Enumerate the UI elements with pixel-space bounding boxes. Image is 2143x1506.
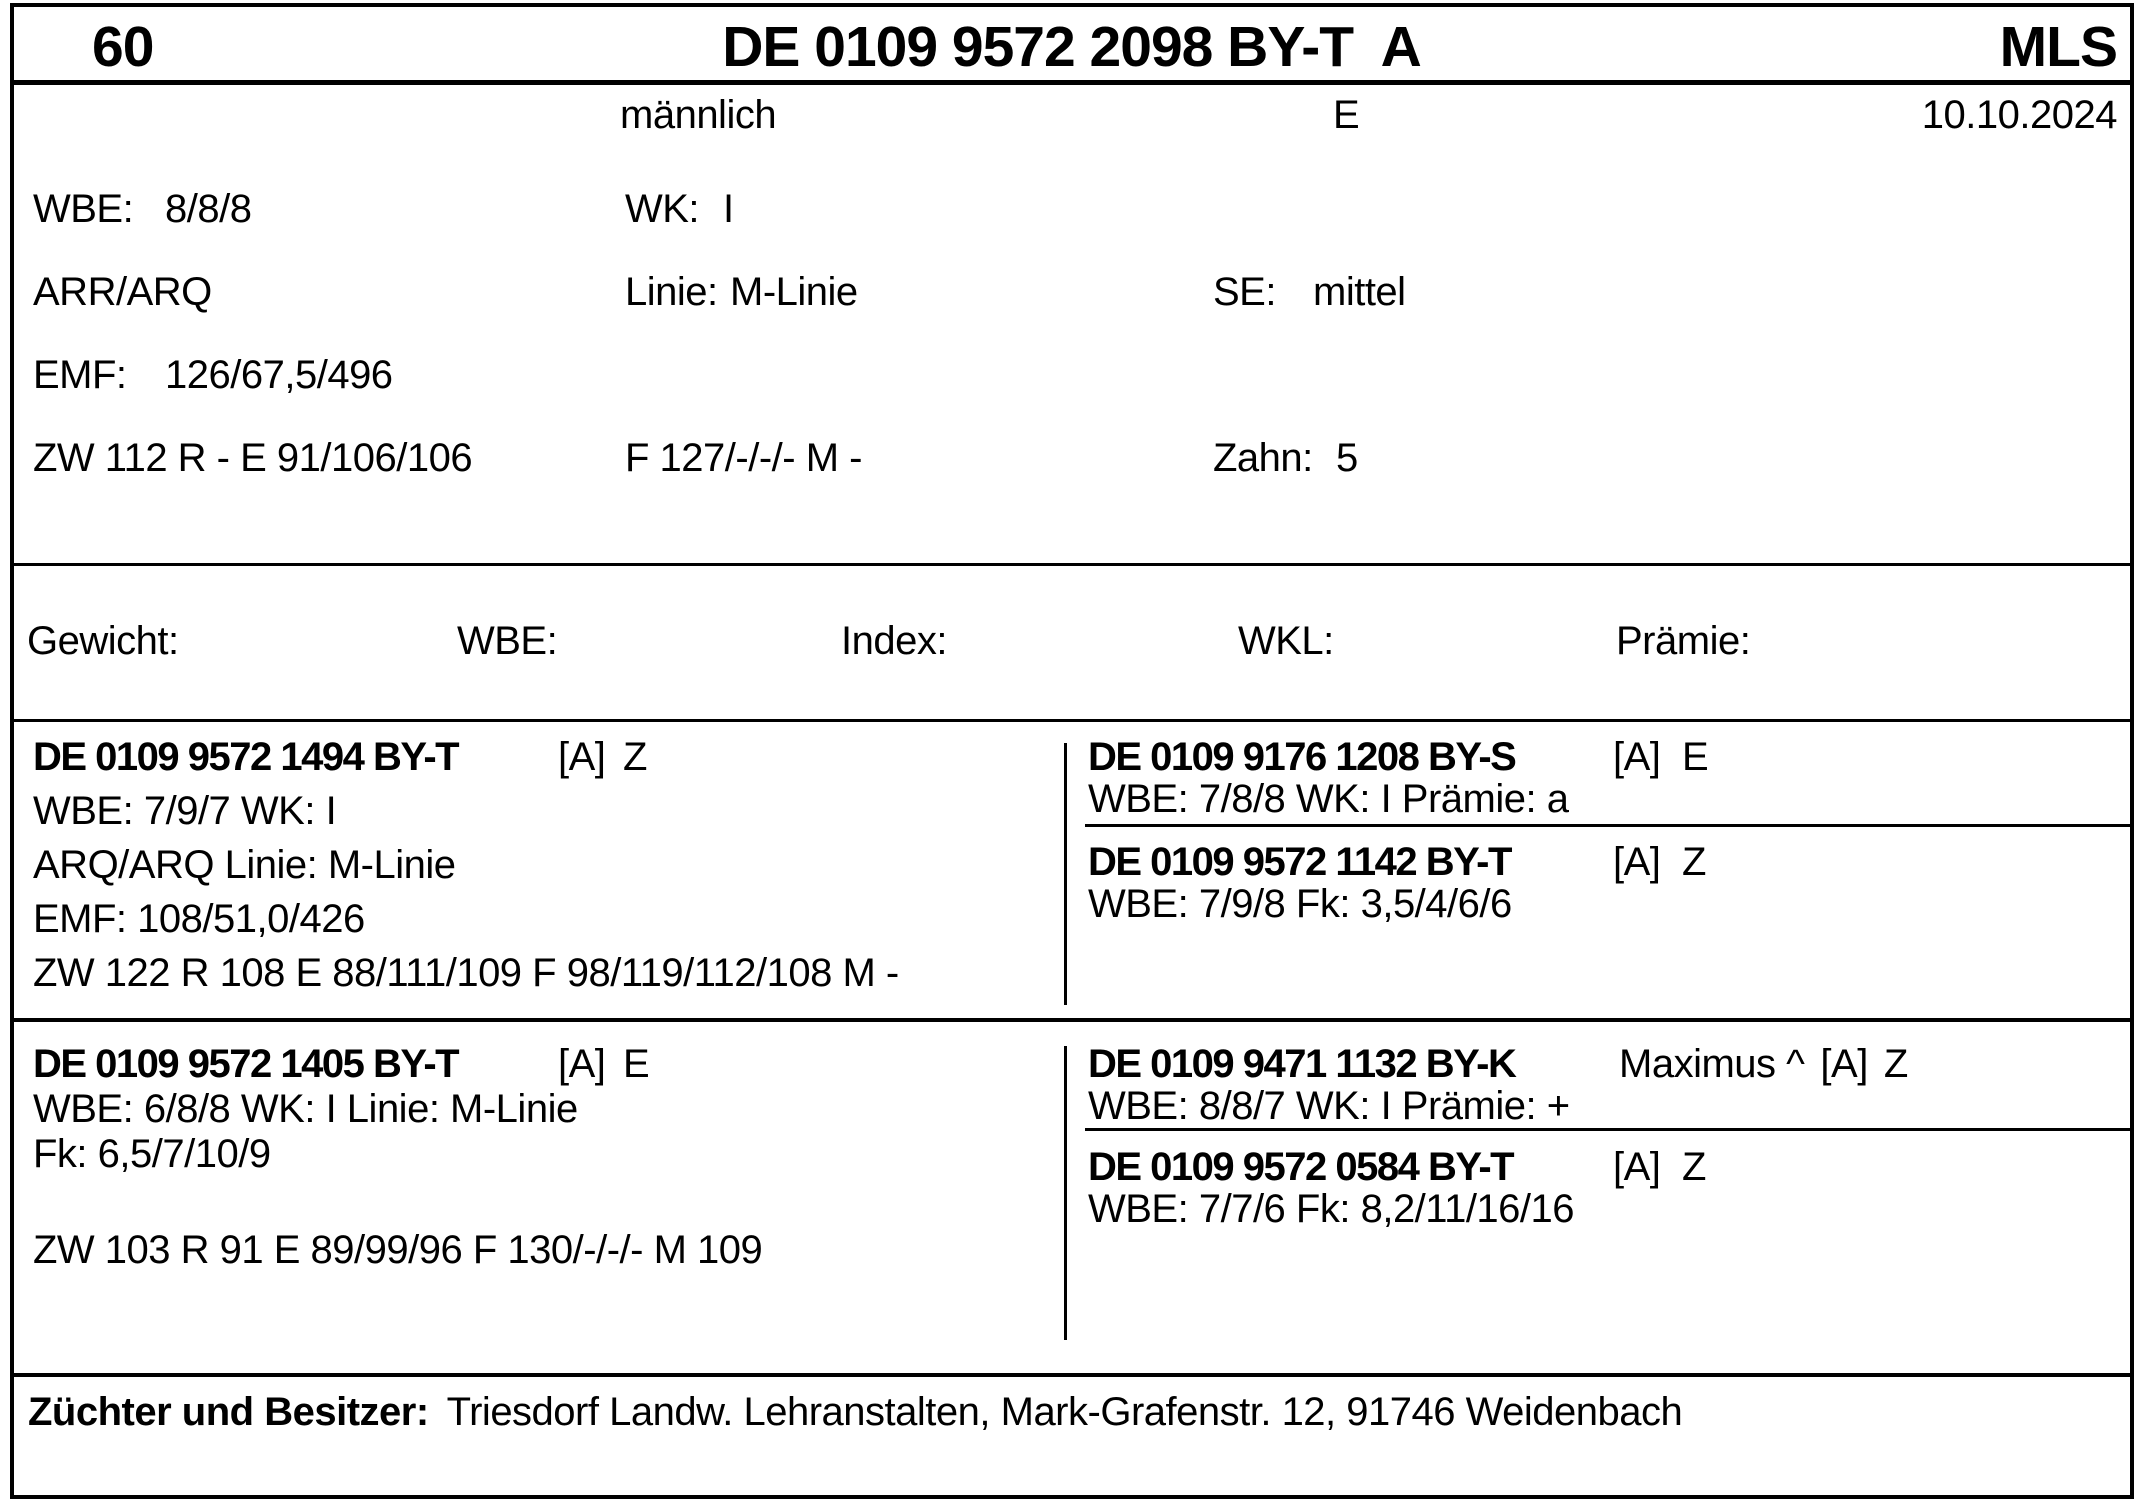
gewicht-label: Gewicht:	[27, 619, 179, 663]
pedigree-mid-divider	[10, 1018, 2134, 1022]
wkl-label: WKL:	[1238, 619, 1334, 663]
zahn-value: 5	[1336, 436, 1358, 480]
sire-dam-line1: WBE: 7/9/8 Fk: 3,5/4/6/6	[1088, 882, 1512, 926]
entry-wbe-label: WBE:	[457, 619, 558, 663]
pedigree-top-vertical-divider	[1064, 743, 1067, 1005]
genotype-value: ARR/ARQ	[33, 270, 212, 314]
dam-line3: ZW 103 R 91 E 89/99/96 F 130/-/-/- M 109	[33, 1228, 763, 1272]
breeder-owner-label: Züchter und Besitzer:	[28, 1390, 429, 1434]
se-value: mittel	[1313, 270, 1406, 314]
emf-label: EMF:	[33, 353, 127, 397]
catalog-number: 60	[92, 15, 154, 79]
dam-badge: [A]	[558, 1042, 606, 1086]
sire-line4: ZW 122 R 108 E 88/111/109 F 98/119/112/108 M -	[33, 951, 899, 995]
pedigree-bottom-vertical-divider	[1064, 1046, 1067, 1340]
sire-badge: [A]	[558, 735, 606, 779]
sire-sire-code: E	[1682, 735, 1709, 779]
breeder-owner-value: Triesdorf Landw. Lehranstalten, Mark-Grafenstr. 12, 91746 Weidenbach	[446, 1390, 1683, 1434]
grade-value: E	[1333, 93, 1360, 137]
sex-value: männlich	[620, 93, 777, 137]
linie-value: M-Linie	[730, 270, 858, 314]
wk-value: I	[723, 187, 734, 231]
footer-divider	[10, 1373, 2134, 1377]
sire-sire-id: DE 0109 9176 1208 BY-S	[1088, 735, 1516, 779]
sire-dam-badge: [A]	[1613, 840, 1661, 884]
details-divider	[10, 563, 2134, 566]
wk-label: WK:	[625, 187, 700, 231]
sire-code: Z	[623, 735, 647, 779]
header-divider	[10, 80, 2134, 85]
dam-line1: WBE: 6/8/8 WK: I Linie: M-Linie	[33, 1087, 578, 1131]
dam-code: E	[623, 1042, 650, 1086]
dam-sire-badge: [A]	[1820, 1042, 1868, 1086]
emf-value: 126/67,5/496	[165, 353, 393, 397]
praemie-label: Prämie:	[1616, 619, 1751, 663]
sire-line3: EMF: 108/51,0/426	[33, 897, 365, 941]
index-label: Index:	[841, 619, 947, 663]
wbe-value: 8/8/8	[165, 187, 252, 231]
zw-line: ZW 112 R - E 91/106/106	[33, 436, 473, 480]
sire-line1: WBE: 7/9/7 WK: I	[33, 789, 337, 833]
wbe-label: WBE:	[33, 187, 134, 231]
animal-id-title: DE 0109 9572 2098 BY-T A	[722, 15, 1421, 79]
dam-dam-code: Z	[1682, 1145, 1706, 1189]
sire-dam-code: Z	[1682, 840, 1706, 884]
zahn-label: Zahn:	[1213, 436, 1313, 480]
entry-row-divider	[10, 719, 2134, 722]
dam-line2: Fk: 6,5/7/10/9	[33, 1132, 271, 1176]
sire-sire-line1: WBE: 7/8/8 WK: I Prämie: a	[1088, 777, 1569, 821]
dam-sire-name: Maximus ^	[1619, 1042, 1805, 1086]
dam-id: DE 0109 9572 1405 BY-T	[33, 1042, 459, 1086]
f-line: F 127/-/-/- M -	[625, 436, 862, 480]
dam-grandparents-divider	[1085, 1128, 2134, 1131]
station-code: MLS	[1999, 15, 2117, 79]
dam-sire-line1: WBE: 8/8/7 WK: I Prämie: +	[1088, 1084, 1570, 1128]
dam-sire-code: Z	[1883, 1042, 1908, 1086]
dam-dam-id: DE 0109 9572 0584 BY-T	[1088, 1145, 1514, 1189]
dam-dam-badge: [A]	[1613, 1145, 1661, 1189]
dam-sire-id: DE 0109 9471 1132 BY-K	[1088, 1042, 1516, 1086]
sire-id: DE 0109 9572 1494 BY-T	[33, 735, 459, 779]
se-label: SE:	[1213, 270, 1276, 314]
dam-dam-line1: WBE: 7/7/6 Fk: 8,2/11/16/16	[1088, 1187, 1575, 1231]
dam-sire-name-group	[1619, 1043, 1908, 1085]
sire-grandparents-divider	[1085, 824, 2134, 827]
linie-label: Linie:	[625, 270, 718, 314]
breeder-owner-row	[28, 1391, 1682, 1433]
sire-dam-id: DE 0109 9572 1142 BY-T	[1088, 840, 1511, 884]
sire-line2: ARQ/ARQ Linie: M-Linie	[33, 843, 456, 887]
date-value: 10.10.2024	[1921, 93, 2117, 137]
sire-sire-badge: [A]	[1613, 735, 1661, 779]
